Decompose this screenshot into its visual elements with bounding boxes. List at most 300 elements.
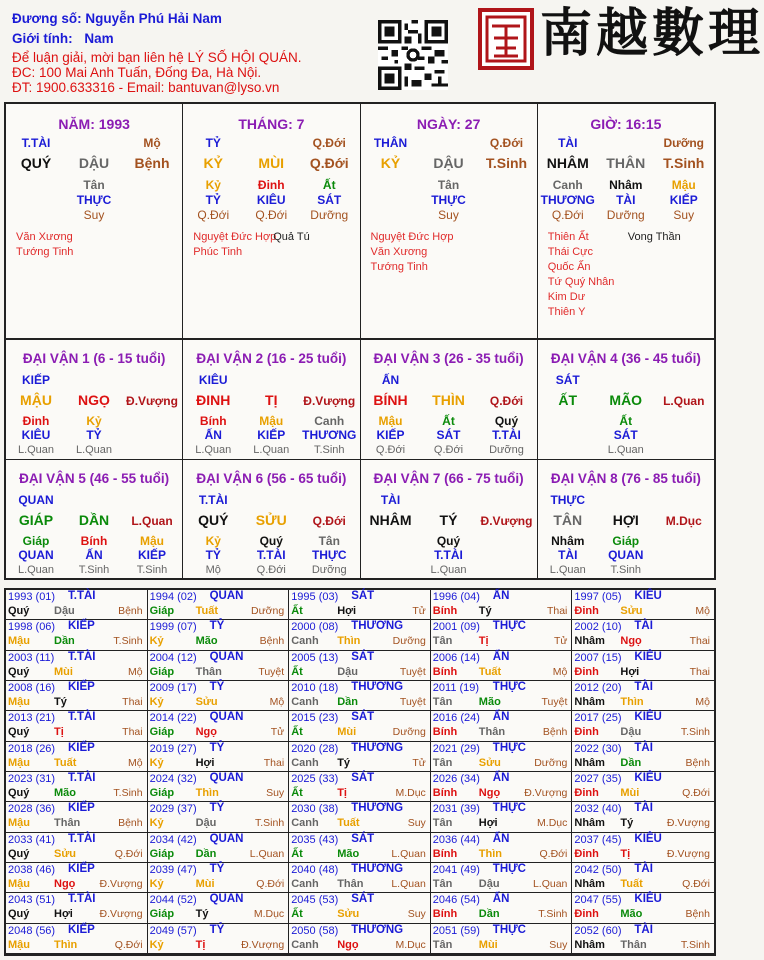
pillar-cell: Suy [83, 208, 105, 222]
pillar-stars [193, 230, 276, 260]
star-name: Tứ Quý Nhân [547, 276, 615, 288]
annual-stage: Q.Đới [256, 878, 285, 890]
luck-period-title: ĐẠI VẬN 5 (46 - 55 tuổi) [19, 471, 170, 486]
annual-stage: Mộ [695, 605, 710, 617]
annual-stage: Mộ [552, 665, 568, 678]
luck-stage: Đ.Vượng [126, 394, 178, 408]
luck-period-cell [538, 340, 714, 459]
annual-stage: Dưỡng [392, 726, 426, 739]
annual-god: KIÊU [634, 590, 662, 602]
luck-hidden-god: T.TÀI [492, 428, 521, 442]
annual-can: Nhâm [574, 635, 605, 648]
annual-year: 2010 (18) [291, 682, 339, 694]
annual-god: QUAN [209, 711, 244, 724]
annual-chi: Dần [478, 908, 500, 921]
annual-cell [289, 924, 431, 954]
luck-hidden-stem: Ất [442, 414, 455, 428]
star-name: Kim Dư [547, 291, 586, 303]
pillar-column [183, 104, 360, 338]
luck-hidden-god: SÁT [613, 428, 638, 442]
annual-can: Giáp [149, 605, 175, 617]
annual-year: 2047 (55) [574, 894, 622, 907]
annual-year: 2018 (26) [8, 742, 56, 755]
pillar-cell: TÀI [558, 136, 578, 150]
luck-hidden-stage: T.Sinh [78, 564, 110, 576]
annual-stage: Mộ [128, 665, 143, 678]
annual-year: 2036 (44) [432, 833, 480, 846]
annual-chi: Mùi [478, 938, 498, 951]
annual-stage: Bệnh [118, 605, 143, 617]
annual-stage: Thai [546, 605, 568, 617]
annual-can: Ất [291, 605, 303, 617]
annual-cell [431, 893, 573, 923]
luck-period-title: ĐẠI VẬN 6 (56 - 65 tuổi) [196, 471, 347, 486]
owner-name: Nguyễn Phú Hải Nam [85, 11, 222, 26]
luck-can: ĐINH [196, 392, 231, 408]
annual-chi: Tị [478, 635, 489, 648]
luck-hidden-stage: T.Sinh [313, 444, 345, 456]
luck-chi: MÃO [609, 392, 643, 408]
annual-stage: Mộ [128, 756, 143, 769]
luck-god: KIẾP [21, 373, 50, 387]
annual-god: QUAN [209, 650, 244, 663]
annual-god: TÀI [634, 620, 653, 633]
annual-can: Canh [291, 878, 319, 890]
annual-year: 2050 (58) [291, 924, 339, 937]
luck-hidden-stage: Mộ [205, 564, 221, 576]
annual-can: Giáp [149, 665, 175, 678]
annual-stage: Q.Đới [114, 938, 143, 951]
pillar-cell: Q.Đới [255, 208, 288, 222]
pillar-cell: Suy [673, 208, 695, 222]
luck-stage: L.Quan [663, 394, 705, 408]
annual-cell [572, 620, 714, 650]
annual-year: 2006 (14) [432, 651, 480, 664]
luck-hidden-stage: Dưỡng [311, 564, 347, 576]
pillar-cell: Q.Đới [551, 208, 584, 222]
annual-year: 2048 (56) [8, 924, 56, 937]
annual-year: 1994 (02) [149, 591, 197, 603]
pillar-column [538, 104, 714, 338]
luck-period-cell [6, 340, 183, 459]
luck-hidden-stem: Quý [494, 414, 519, 428]
annual-cell [572, 863, 714, 893]
annual-stage: Đ.Vượng [99, 908, 143, 921]
annual-can: Tân [432, 696, 453, 708]
annual-chi: Tị [195, 938, 206, 951]
luck-hidden-stem: Quý [259, 534, 283, 548]
luck-can: ẤT [558, 392, 578, 408]
pillar-cell: Dưỡng [663, 136, 705, 150]
annual-stage: Dưỡng [392, 635, 426, 648]
annual-can: Mậu [8, 878, 30, 890]
annual-chi: Mùi [620, 787, 640, 799]
annual-god: SÁT [351, 772, 375, 784]
annual-god: TỶ [209, 681, 225, 693]
pillar-cell: T.TÀI [21, 136, 51, 150]
luck-hidden-god: TỶ [86, 428, 102, 442]
annual-stage: Đ.Vượng [524, 787, 568, 799]
annual-can: Mậu [8, 635, 30, 648]
annual-stage: Thai [122, 696, 143, 708]
pillar-title: THÁNG: 7 [238, 116, 305, 132]
annual-can: Quý [8, 726, 30, 739]
annual-god: ẤN [492, 650, 510, 663]
pillar-stars [16, 230, 73, 260]
annual-cell [6, 772, 148, 802]
pillar-cell: THÂN [606, 155, 646, 171]
star-name: Thiên Ất [547, 231, 589, 243]
address-line: ĐC: 100 Mai Anh Tuấn, Đống Đa, Hà Nội. [12, 65, 262, 80]
annual-chi: Tý [337, 756, 351, 769]
annual-cell [431, 711, 573, 741]
luck-chi: TÝ [439, 512, 458, 528]
annual-year: 2005 (13) [291, 651, 339, 664]
luck-period-cell [361, 340, 538, 459]
annual-year: 2021 (29) [432, 742, 480, 755]
annual-can: Đinh [574, 908, 599, 921]
annual-chi: Tuất [620, 878, 643, 890]
luck-period-title: ĐẠI VẬN 2 (16 - 25 tuổi) [196, 351, 347, 366]
annual-year: 2001 (09) [432, 621, 480, 634]
annual-stage: Thai [689, 665, 710, 678]
annual-god: KIÊU [634, 772, 662, 784]
annual-chi: Thìn [620, 696, 644, 708]
luck-can: QUÝ [198, 512, 229, 528]
annual-cell [289, 711, 431, 741]
annual-year: 2014 (22) [149, 712, 197, 725]
annual-god: T.TÀI [68, 893, 96, 906]
annual-chi: Tuất [337, 817, 360, 830]
luck-hidden-stem: Giáp [612, 534, 640, 548]
annual-god: TỶ [209, 620, 225, 633]
annual-chi: Hợi [337, 605, 357, 617]
annual-stage: Đ.Vượng [241, 938, 285, 951]
annual-cell [289, 681, 431, 711]
annual-year: 2052 (60) [574, 924, 622, 937]
annual-stage: T.Sinh [538, 908, 568, 921]
annual-can: Kỷ [149, 817, 164, 830]
annual-chi: Hợi [478, 817, 498, 830]
luck-hidden-god: QUAN [608, 548, 644, 562]
luck-stage: L.Quan [131, 514, 173, 528]
star-name: Phúc Tinh [193, 246, 243, 258]
annual-can: Mậu [8, 817, 30, 830]
luck-hidden-god: T.TÀI [256, 548, 286, 562]
luck-hidden-god: KIÊU [21, 428, 51, 442]
annual-year: 1995 (03) [291, 591, 339, 603]
luck-period-title: ĐẠI VẬN 8 (76 - 85 tuổi) [550, 471, 701, 486]
pillar-cell: THÂN [373, 136, 408, 150]
annual-stage: Tử [412, 605, 426, 617]
pillar-cell: TÀI [616, 193, 636, 207]
annual-god: ẤN [492, 832, 510, 845]
annual-chi: Thân [337, 878, 364, 890]
luck-stage: M.Dục [665, 514, 702, 528]
annual-stage: Suy [407, 908, 426, 921]
annual-chi: Ngọ [478, 787, 501, 799]
annual-stage: Bệnh [542, 726, 568, 739]
annual-stage: Bệnh [259, 635, 285, 648]
annual-god: TÀI [634, 802, 653, 815]
luck-hidden-stem: Ất [619, 414, 633, 428]
annual-can: Bính [432, 665, 458, 678]
annual-cell [6, 802, 148, 832]
annual-year: 2020 (28) [291, 742, 339, 755]
gender-line [12, 31, 114, 47]
annual-can: Giáp [149, 726, 175, 739]
annual-cell [6, 711, 148, 741]
luck-hidden-god: KIẾP [137, 548, 166, 562]
annual-god: TỶ [209, 923, 225, 936]
annual-year: 2011 (19) [432, 682, 480, 694]
pillar-cell: DẬU [78, 155, 110, 171]
luck-hidden-god: ẤN [204, 428, 222, 442]
annual-cell [431, 590, 573, 620]
pillar-cell: TỶ [205, 136, 221, 150]
annual-god: KIÊU [634, 711, 662, 724]
four-pillars-table [4, 102, 716, 340]
luck-hidden-stage: T.Sinh [136, 564, 168, 576]
annual-cell [289, 863, 431, 893]
annual-god: KIÊU [634, 893, 662, 906]
luck-hidden-god: T.TÀI [434, 548, 463, 562]
annual-year: 1998 (06) [8, 621, 56, 634]
luck-hidden-stem: Giáp [22, 534, 50, 548]
annual-can: Mậu [8, 938, 30, 951]
pillar-cell: MÙI [258, 155, 285, 171]
pillar-cell: QUÝ [20, 155, 52, 171]
luck-hidden-stem: Nhâm [551, 534, 585, 548]
pillar-title: NĂM: 1993 [58, 116, 130, 132]
luck-can: NHÂM [369, 512, 412, 528]
annual-cell [289, 772, 431, 802]
annual-chi: Dậu [195, 817, 217, 830]
annual-chi: Tị [337, 787, 347, 799]
luck-hidden-stage: L.Quan [430, 564, 467, 576]
annual-god: SÁT [351, 590, 375, 602]
pillar-cell: T.Sinh [485, 155, 528, 171]
annual-cell [6, 590, 148, 620]
annual-year: 2032 (40) [574, 803, 622, 816]
annual-can: Bính [432, 787, 458, 799]
annual-chi: Tý [478, 605, 492, 617]
luck-chi: TỊ [265, 392, 278, 408]
luck-hidden-stage: L.Quan [17, 564, 55, 576]
annual-can: Đinh [574, 787, 599, 799]
annual-chi: Mão [620, 908, 643, 921]
pillar-cell: Tân [83, 178, 105, 192]
annual-year: 2024 (32) [149, 773, 197, 785]
annual-cell [431, 742, 573, 772]
luck-row [6, 459, 714, 579]
annual-cell [148, 651, 290, 681]
annual-year: 2027 (35) [574, 773, 622, 785]
pillar-cell: Suy [438, 208, 459, 222]
annual-cell [148, 893, 290, 923]
annual-year: 2019 (27) [149, 742, 197, 755]
annual-stage: Tử [270, 726, 285, 739]
annual-can: Ất [291, 726, 303, 739]
annual-stage: M.Dục [395, 938, 426, 951]
annual-year: 2004 (12) [149, 651, 197, 664]
annual-can: Giáp [149, 847, 175, 860]
luck-can: GIÁP [18, 512, 54, 528]
annual-can: Giáp [149, 908, 175, 921]
annual-cell [148, 833, 290, 863]
annual-stage: Tuyệt [399, 665, 426, 678]
annual-stage: Đ.Vượng [666, 847, 710, 860]
luck-chi: HỢI [612, 512, 639, 528]
annual-god: THỰC [492, 802, 526, 815]
luck-hidden-stem: Đinh [22, 414, 50, 428]
luck-hidden-stage: L.Quan [549, 564, 586, 576]
luck-period-title: ĐẠI VẬN 1 (6 - 15 tuổi) [22, 351, 166, 366]
annual-year: 2009 (17) [149, 682, 197, 694]
annual-god: SÁT [351, 650, 375, 663]
annual-year: 1996 (04) [432, 591, 480, 603]
annual-can: Tân [432, 878, 453, 890]
annual-year: 2007 (15) [574, 651, 622, 664]
star-name: Nguyệt Đức Hợp [193, 231, 277, 243]
luck-hidden-god: TỶ [205, 548, 221, 562]
luck-period-title: ĐẠI VẬN 4 (36 - 45 tuổi) [550, 351, 701, 366]
annual-year: 1997 (05) [574, 591, 622, 603]
annual-year: 1993 (01) [8, 591, 56, 603]
annual-cell [6, 651, 148, 681]
pillar-stars [548, 230, 615, 320]
luck-god: QUAN [18, 493, 54, 507]
pillar-cell: Canh [552, 178, 583, 192]
annual-god: THƯƠNG [351, 681, 404, 693]
annual-god: QUAN [209, 832, 244, 845]
annual-chi: Sửu [478, 756, 501, 769]
star-name: Văn Xương [370, 246, 428, 258]
annual-god: TỶ [209, 802, 225, 815]
annual-chi: Tuất [478, 665, 502, 678]
annual-cell [148, 742, 290, 772]
header [0, 0, 764, 100]
annual-year: 2000 (08) [291, 621, 339, 634]
pillar-cell: SÁT [317, 193, 342, 207]
annual-can: Canh [291, 756, 319, 769]
annual-can: Canh [291, 696, 319, 708]
luck-hidden-stage: Dưỡng [489, 444, 524, 456]
annual-chi: Tuất [195, 605, 218, 617]
annual-stage: Tuyệt [541, 696, 568, 708]
annual-chi: Thìn [478, 847, 503, 860]
annual-chi: Dần [337, 696, 358, 708]
annual-cell [289, 620, 431, 650]
annual-cell [148, 590, 290, 620]
luck-hidden-stage: L.Quan [75, 444, 113, 456]
annual-god: TÀI [634, 923, 653, 936]
annual-cell [6, 742, 148, 772]
annual-chi: Tuất [54, 756, 77, 769]
annual-year: 2043 (51) [8, 894, 56, 907]
annual-cell [572, 681, 714, 711]
annual-god: THƯƠNG [351, 923, 404, 936]
annual-can: Nhâm [574, 756, 605, 769]
pillar-cell: KIÊU [256, 193, 286, 207]
annual-god: QUAN [209, 772, 244, 784]
phone-email-line[interactable]: ĐT: 1900.633316 - Email: bantuvan@lyso.vn [12, 80, 280, 95]
annual-stage: Tử [412, 756, 426, 769]
pillar-cell: Bệnh [134, 155, 170, 171]
annual-god: TỶ [209, 863, 225, 875]
annual-can: Ất [291, 908, 303, 921]
annual-chi: Dậu [620, 726, 642, 739]
annual-luck-table [4, 588, 716, 956]
annual-cell [148, 681, 290, 711]
pillar-column [6, 104, 183, 338]
annual-cell [572, 711, 714, 741]
annual-chi: Tý [195, 908, 209, 921]
annual-stage: Dưỡng [534, 756, 568, 769]
annual-cell [6, 863, 148, 893]
annual-year: 2029 (37) [149, 803, 197, 816]
luck-hidden-stem: Bính [80, 534, 108, 548]
annual-chi: Thân [620, 938, 647, 951]
luck-hidden-stage: L.Quan [253, 444, 290, 456]
annual-stage: Bệnh [685, 908, 710, 921]
annual-stage: Thai [689, 635, 710, 648]
pillar-cell: KIẾP [669, 193, 698, 207]
luck-god: KIÊU [198, 373, 228, 387]
annual-stage: Mộ [695, 696, 710, 708]
annual-chi: Mão [195, 635, 218, 648]
annual-year: 2015 (23) [291, 712, 339, 725]
annual-year: 2012 (20) [574, 682, 622, 694]
annual-can: Mậu [8, 696, 30, 708]
annual-stage: L.Quan [249, 847, 285, 860]
pillar-title: GIỜ: 16:15 [590, 116, 662, 132]
annual-god: KIÊU [634, 832, 662, 845]
annual-cell [431, 924, 573, 954]
annual-god: T.TÀI [68, 711, 96, 724]
luck-god: TÀI [380, 493, 401, 507]
luck-period-title: ĐẠI VẬN 3 (26 - 35 tuổi) [373, 351, 524, 366]
annual-year: 2034 (42) [149, 833, 197, 846]
pillar-cell: Mộ [143, 136, 161, 150]
annual-can: Mậu [8, 756, 30, 769]
annual-can: Quý [8, 908, 30, 921]
luck-period-cell [6, 460, 183, 579]
annual-stage: L.Quan [391, 878, 426, 890]
luck-hidden-stage: T.Sinh [610, 564, 642, 576]
annual-year: 2016 (24) [432, 712, 480, 725]
annual-god: TỶ [209, 741, 225, 754]
star-name: Thái Cực [547, 246, 594, 258]
annual-chi: Thìn [337, 635, 361, 648]
luck-periods-table [4, 340, 716, 580]
annual-god: ẤN [492, 893, 510, 906]
luck-stage: Đ.Vượng [303, 394, 356, 408]
luck-can: MẬU [20, 392, 52, 408]
annual-chi: Dần [195, 847, 217, 860]
annual-year: 2041 (49) [432, 864, 480, 876]
annual-stage: L.Quan [391, 847, 426, 860]
annual-cell [6, 833, 148, 863]
annual-can: Nhâm [574, 878, 605, 890]
annual-cell [148, 772, 290, 802]
annual-god: KIẾP [68, 863, 95, 875]
luck-hidden-stage: Q.Đới [256, 564, 286, 576]
annual-cell [431, 833, 573, 863]
pillar-cell: Q.Đới [312, 136, 346, 150]
annual-stage: Mộ [269, 696, 285, 708]
annual-year: 2040 (48) [291, 864, 339, 876]
